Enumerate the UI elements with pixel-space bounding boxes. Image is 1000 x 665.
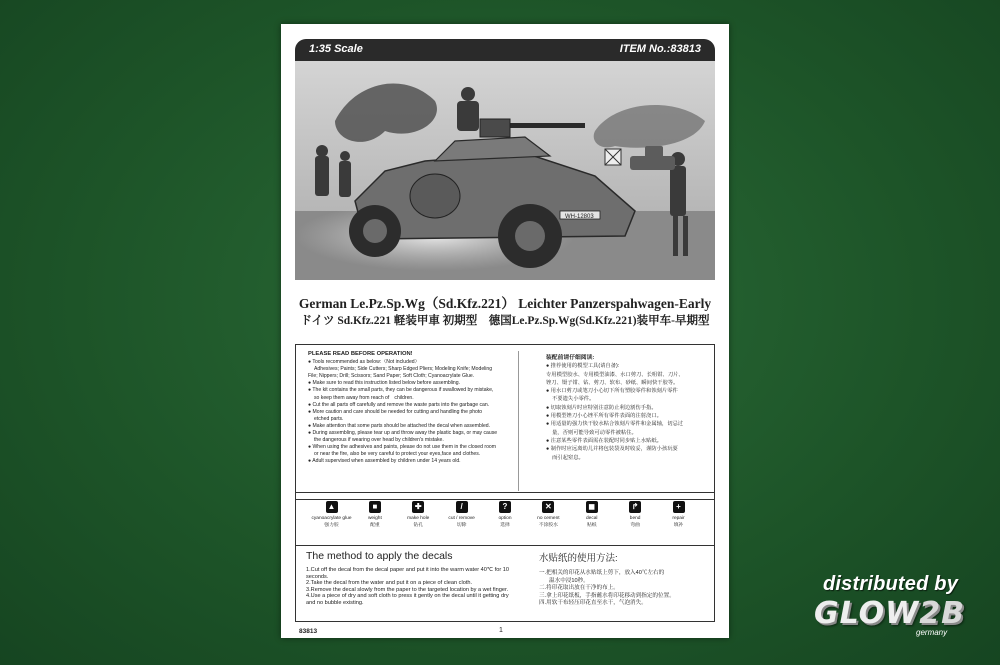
cut-icon: / — [456, 501, 468, 513]
legend-bend — [614, 501, 657, 528]
warning-line-cn: 专用模型胶水、专用模型油漆、水口剪刀、长咀钳、刀片、 — [546, 371, 684, 378]
legend-glue — [310, 501, 353, 528]
legend-label-cn: 弯曲 — [630, 523, 640, 528]
warnings-english-heading: PLEASE READ BEFORE OPERATION! — [308, 351, 413, 357]
decal-step-cn: 三.拿上印花纸板，手指蘸水将印花移动到指定的位置。 — [539, 592, 675, 599]
decal-title-en: The method to apply the decals — [306, 550, 453, 562]
distributed-by-label: distributed by — [823, 573, 959, 595]
decal-step: and no bubble existing. — [306, 599, 364, 606]
repair-icon: + — [673, 501, 685, 513]
warning-line: ● The kit contains the small parts, they can be dangerous if swallowed by mistake, — [308, 387, 494, 394]
decal-step: seconds. — [306, 573, 329, 580]
legend-label-en: make hole — [407, 516, 430, 521]
legend-option — [484, 501, 527, 528]
warning-line-cn: ● 注意某些零件表面需在装配时同步贴上水贴纸。 — [546, 437, 662, 444]
bend-icon: ↱ — [629, 501, 641, 513]
warning-line: ● More caution and care should be needed for cutting and handling the photo — [308, 408, 483, 415]
warning-line-cn: 不要遗失小零件。 — [552, 396, 595, 403]
legend-weight — [353, 501, 396, 528]
option-icon: ? — [499, 501, 511, 513]
logo-text-main: GLOW — [814, 596, 920, 631]
decal-icon: ◼ — [586, 501, 598, 513]
decal-title-cn: 水贴纸的使用方法: — [539, 553, 618, 564]
warning-line-cn: 量，否则可能导致可动零件被粘住。 — [552, 429, 637, 436]
legend-label-cn: 配重 — [370, 523, 380, 528]
symbol-row — [310, 501, 700, 528]
legend-repair — [657, 501, 700, 528]
warning-line-cn: ● 用模型锉刀小心锉平所有零件表面的注射浇口。 — [546, 413, 662, 420]
legend-label-en: repair — [672, 516, 685, 521]
warning-line: ● Adult supervised when assembled by children under 14 years old. — [308, 458, 461, 465]
legend-label-cn: 填补 — [673, 523, 684, 528]
decal-step-cn: 温水中浸10秒。 — [549, 577, 589, 584]
warning-line: File; Nippers; Drill; Scissors; Sand Paper; Soft Cloth; Cyanoacrylate Glue. — [308, 373, 475, 380]
warning-line-cn: ● 用水口剪刀或笔刀小心切下所有塑胶零件和蚀刻片零件 — [546, 388, 678, 395]
decal-instructions-chinese — [539, 550, 709, 608]
warning-line: ● Cut the all parts off carefully and remove the waste parts into the garbage can. — [308, 401, 490, 408]
warning-line: ● Make attention that some parts should be attached the decal when assembled. — [308, 422, 491, 429]
legend-label-en: option — [498, 516, 512, 521]
warnings-panel — [295, 344, 715, 500]
model-title-japanese-chinese: ドイツ Sd.Kfz.221 軽装甲車 初期型 德国Le.Pz.Sp.Wg(Sd.Kfz.221)装甲车-早期型 — [300, 315, 710, 327]
warning-line: the dangerous if wearing over head by children's mistake. — [314, 437, 444, 444]
armored-car-artwork — [295, 61, 715, 280]
warning-line: etched parts. — [314, 415, 344, 422]
warning-line: ● Tools recommended as below:（Not included） — [308, 359, 420, 366]
instruction-sheet — [281, 24, 729, 638]
warning-line-cn: 锉刀、镊子钳、钻、剪刀、软布、砂纸、瞬间快干胶等。 — [546, 379, 679, 386]
model-title-english: German Le.Pz.Sp.Wg（Sd.Kfz.221） Leichter Panzerspahwagen-Early — [298, 296, 712, 311]
drill-icon: ✚ — [412, 501, 424, 513]
warning-line: ● Make sure to read this instruction listed below before assembling. — [308, 380, 461, 387]
legend-label-cn: 强力胶 — [324, 523, 339, 528]
scale-label: 1:35 Scale — [309, 43, 363, 55]
warning-line: ● During assembling, please tear up and throw away the plastic bags, or may cause — [308, 430, 498, 437]
warnings-chinese — [546, 354, 710, 462]
warning-line: or near the fire, also be very careful to protect your eyes,face and clothes. — [314, 451, 481, 458]
logo-text-accent: 2B — [919, 596, 966, 631]
glue-icon: ▲ — [326, 501, 338, 513]
legend-label-en: cut / remove — [448, 516, 475, 521]
decal-step-cn: 四.用软干布轻压印花直至水干，气泡消失。 — [539, 600, 647, 607]
warning-line: so keep them away from reach of children. — [314, 394, 414, 401]
box-art-illustration — [295, 61, 715, 280]
header-bar — [295, 39, 715, 61]
no-cement-icon: ✕ — [542, 501, 554, 513]
warnings-chinese-heading: 装配前请仔细阅读: — [546, 355, 595, 361]
warning-line-cn: ● 用适量的强力快干胶水粘合蚀刻片零件和金属轴，切忌过 — [546, 421, 684, 428]
decal-step-cn: 一.把相关的印花从水贴纸上剪下，放入40℃左右的 — [539, 570, 665, 576]
legend-label-en: weight — [367, 516, 382, 521]
legend-no-cement — [527, 501, 570, 528]
decal-step: 4.Use a piece of dry and soft cloth to press it gently on the decal until it getting dry — [306, 593, 509, 600]
weight-icon: ■ — [369, 501, 381, 513]
warning-line: ● When using the adhesives and paints, please do not use them in the closed room — [308, 444, 496, 451]
decal-step-cn: 二.将印花取出放在干净的布上。 — [539, 585, 619, 592]
legend-label-en: no cement — [537, 516, 560, 521]
warnings-divider — [518, 351, 519, 491]
legend-label-cn: 不涂胶水 — [538, 523, 558, 528]
warning-line: Adhesives; Paints; Side Cutters; Sharp Edged Pliers; Modeling Knife; Modeling — [314, 366, 493, 373]
legend-cut — [440, 501, 483, 528]
warnings-english — [308, 351, 514, 466]
decal-step: 2.Take the decal from the water and put it on a piece of clean cloth. — [306, 580, 473, 587]
legend-label-cn: 贴纸 — [586, 523, 597, 528]
warning-line-cn: ● 制作时应远离幼儿并将包装袋及时收妥，谨防小孩玩耍 — [546, 446, 678, 453]
warning-line-cn: 而引起窒息。 — [552, 454, 584, 461]
page-number: 1 — [499, 627, 503, 634]
item-number: ITEM No.:83813 — [619, 43, 701, 55]
warning-line-cn: ● 推荐使用的模型工具(请自备): — [546, 363, 620, 370]
legend-label-en: cyanoacrylate glue — [311, 516, 352, 521]
decal-instructions — [295, 546, 715, 622]
plate-text: WH-12803 — [565, 214, 594, 220]
legend-label-cn: 钻孔 — [413, 523, 424, 528]
decal-instructions-english — [306, 550, 526, 607]
legend-decal — [570, 501, 613, 528]
legend-label-en: bend — [629, 516, 641, 521]
legend-label-cn: 选择 — [500, 523, 510, 528]
decal-step: 1.Cut off the decal from the decal paper and put it into the warm water 40℃ for 10 — [306, 567, 510, 573]
logo-country: germany — [916, 628, 948, 637]
legend-label-en: decal — [586, 516, 598, 521]
glow2b-logo — [814, 596, 965, 631]
legend-drill — [397, 501, 440, 528]
warning-line-cn: ● 切取蚀刻片时应特别注意防止利边割伤手指。 — [546, 404, 657, 411]
legend-label-cn: 切除 — [456, 523, 467, 528]
footer-item-code: 83813 — [299, 628, 318, 635]
symbol-legend — [295, 492, 715, 546]
decal-step: 3.Remove the decal slowly from the paper to the targeted location by a wet finger. — [306, 586, 509, 593]
